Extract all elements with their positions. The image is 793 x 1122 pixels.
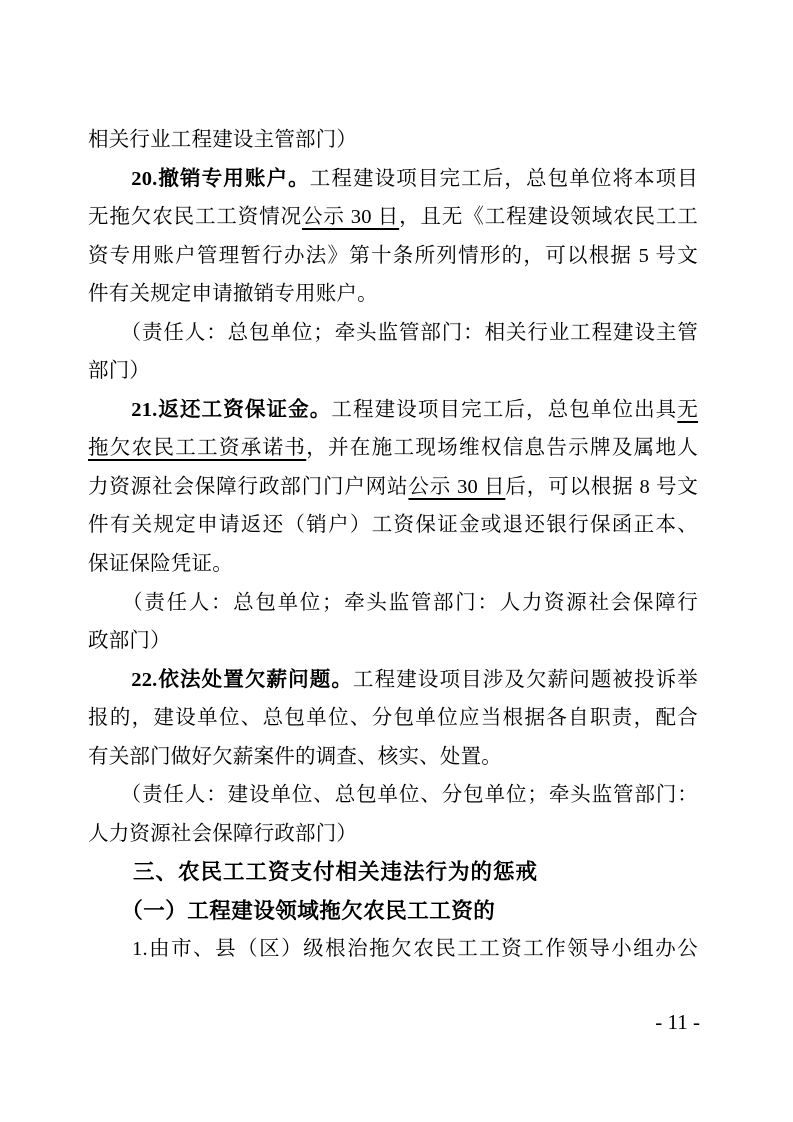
text-segment: ，且无《工程建设领域农民工工 (399, 206, 698, 229)
text-line (88, 892, 698, 931)
text-line (88, 391, 698, 430)
text-segment: 无拖欠农民工工资情况 (88, 206, 302, 229)
text-segment: 工程建设项目涉及欠薪问题被投诉举 (352, 668, 698, 691)
text-line (88, 930, 698, 969)
text-segment: 力资源社会保障行政部门门户网站 (88, 475, 409, 498)
text-segment (88, 860, 133, 884)
text-line (88, 545, 698, 584)
text-line (88, 738, 698, 777)
bold-label-text: 三、农民工工资支付相关违法行为的惩戒 (133, 860, 539, 885)
text-segment: 有关部门做好欠薪案件的调查、核实、处置。 (88, 745, 502, 768)
text-line (88, 121, 698, 160)
text-line (88, 661, 698, 700)
bold-label-text: 22.依法处置欠薪问题。 (131, 668, 353, 691)
text-segment: （责任人：总包单位；牵头监管部门：相关行业工程建设主管 (88, 321, 698, 344)
text-segment: 相关行业工程建设主管部门） (88, 129, 358, 151)
text-line (88, 275, 698, 314)
text-line (88, 352, 698, 391)
text-segment: （责任人：建设单位、总包单位、分包单位；牵头监管部门： (88, 784, 698, 807)
text-segment: ，并在施工现场维权信息告示牌及属地人 (306, 437, 698, 460)
bold-label-text: 20.撤销专用账户。 (131, 167, 310, 190)
text-segment: （责任人：总包单位；牵头监管部门：人力资源社会保障行 (88, 591, 698, 614)
text-segment: 工程建设项目完工后，总包单位出具 (331, 398, 678, 421)
text-segment: 报的，建设单位、总包单位、分包单位应当根据各自职责，配合 (88, 707, 698, 730)
text-segment (88, 399, 131, 421)
text-line (88, 853, 698, 892)
text-line (88, 699, 698, 738)
text-segment (88, 669, 131, 691)
page-number: - 11 - (655, 1010, 700, 1034)
text-line (88, 468, 698, 507)
text-line (88, 506, 698, 545)
text-segment (88, 899, 132, 923)
underlined-text: 公示 30 日 (301, 206, 400, 229)
bold-label-text: 21.返还工资保证金。 (131, 398, 332, 421)
text-line (88, 776, 698, 815)
text-line (88, 160, 698, 199)
text-segment: 部门） (88, 360, 151, 383)
text-segment: 1.由市、县（区）级根治拖欠农民工工资工作领导小组办公 (88, 938, 698, 961)
text-line (88, 198, 698, 237)
bold-label-text: （一）工程建设领域拖欠农民工工资的 (132, 898, 496, 923)
text-segment: 人力资源社会保障行政部门） (88, 822, 358, 845)
text-segment: 工程建设项目完工后，总包单位将本项目 (309, 167, 699, 190)
text-line (88, 622, 698, 661)
underlined-text: 拖欠农民工工资承诺书 (88, 437, 307, 460)
text-segment: 后，可以根据 8 号文 (505, 475, 698, 498)
text-line (88, 314, 698, 353)
text-line (88, 815, 698, 854)
text-segment: 件有关规定申请撤销专用账户。 (88, 283, 378, 306)
underlined-text: 无 (677, 398, 699, 421)
text-line (88, 584, 698, 623)
text-segment (88, 168, 131, 190)
document-body (88, 121, 698, 969)
text-segment: 保证保险凭证。 (88, 553, 233, 576)
text-segment: 件有关规定申请返还（销户）工资保证金或退还银行保函正本、 (88, 514, 698, 537)
text-line (88, 429, 698, 468)
underlined-text: 公示 30 日 (408, 475, 506, 498)
text-segment: 资专用账户管理暂行办法》第十条所列情形的，可以根据 5 号文 (88, 244, 698, 267)
text-segment: 政部门） (88, 630, 171, 653)
text-line (88, 237, 698, 276)
